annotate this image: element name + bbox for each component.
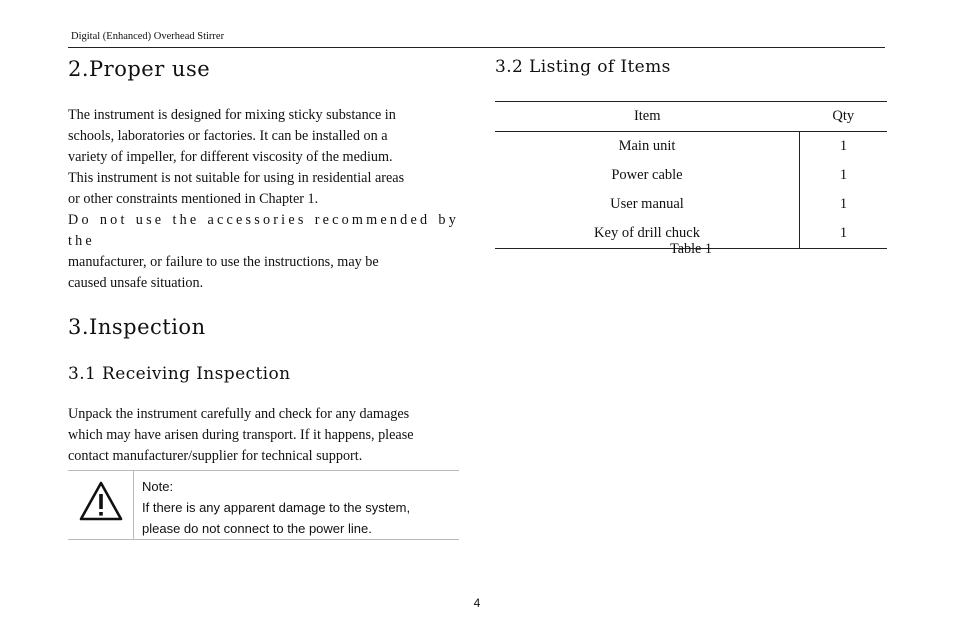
proper-use-paragraph xyxy=(68,105,459,294)
text-line: Do not use the accessories recommended by the xyxy=(68,212,459,249)
header-divider xyxy=(68,47,885,48)
text-line: caused unsafe situation. xyxy=(68,275,204,291)
listing-of-items-heading: 3.2 Listing of Items xyxy=(495,57,671,77)
items-table xyxy=(495,101,887,249)
text-line: schools, laboratories or factories. It can be installed on a xyxy=(68,128,388,144)
table-row xyxy=(495,190,887,219)
qty-cell: 1 xyxy=(839,196,848,212)
section-2-heading: 2.Proper use xyxy=(68,57,211,81)
text-line: variety of impeller, for different viscosity of the medium. xyxy=(68,149,393,165)
damage-note-box xyxy=(68,470,459,540)
qty-cell: 1 xyxy=(839,167,848,183)
table-caption: Table 1 xyxy=(670,241,712,257)
table-row xyxy=(495,132,887,162)
note-line: please do not connect to the power line. xyxy=(142,521,372,536)
running-header: Digital (Enhanced) Overhead Stirrer xyxy=(71,31,225,42)
item-cell: User manual xyxy=(495,190,800,219)
warning-triangle-icon xyxy=(78,480,124,522)
column-header-item: Item xyxy=(495,102,800,132)
text-line: This instrument is not suitable for using in residential areas xyxy=(68,170,405,186)
item-cell: Key of drill chuck xyxy=(495,219,800,249)
page-number: 4 xyxy=(473,596,481,610)
receiving-inspection-heading: 3.1 Receiving Inspection xyxy=(68,364,291,384)
section-3-heading: 3.Inspection xyxy=(68,315,206,339)
text-line: manufacturer, or failure to use the instructions, may be xyxy=(68,254,379,270)
table-row xyxy=(495,161,887,190)
column-header-qty: Qty xyxy=(800,102,888,132)
receiving-inspection-paragraph xyxy=(68,404,459,467)
note-label: Note: xyxy=(142,479,174,494)
qty-cell: 1 xyxy=(839,225,848,241)
table-header-row xyxy=(495,102,887,132)
note-text xyxy=(142,476,458,539)
text-line: Unpack the instrument carefully and check for any damages xyxy=(68,406,410,422)
note-line: If there is any apparent damage to the system, xyxy=(142,500,411,515)
item-cell: Main unit xyxy=(495,132,800,162)
text-line: The instrument is designed for mixing sticky substance in xyxy=(68,107,396,123)
text-line: contact manufacturer/supplier for technical support. xyxy=(68,448,363,464)
note-icon-cell xyxy=(68,471,134,539)
item-cell: Power cable xyxy=(495,161,800,190)
text-line: or other constraints mentioned in Chapter 1. xyxy=(68,191,319,207)
text-line: which may have arisen during transport. If it happens, please xyxy=(68,427,414,443)
qty-cell: 1 xyxy=(839,138,848,154)
